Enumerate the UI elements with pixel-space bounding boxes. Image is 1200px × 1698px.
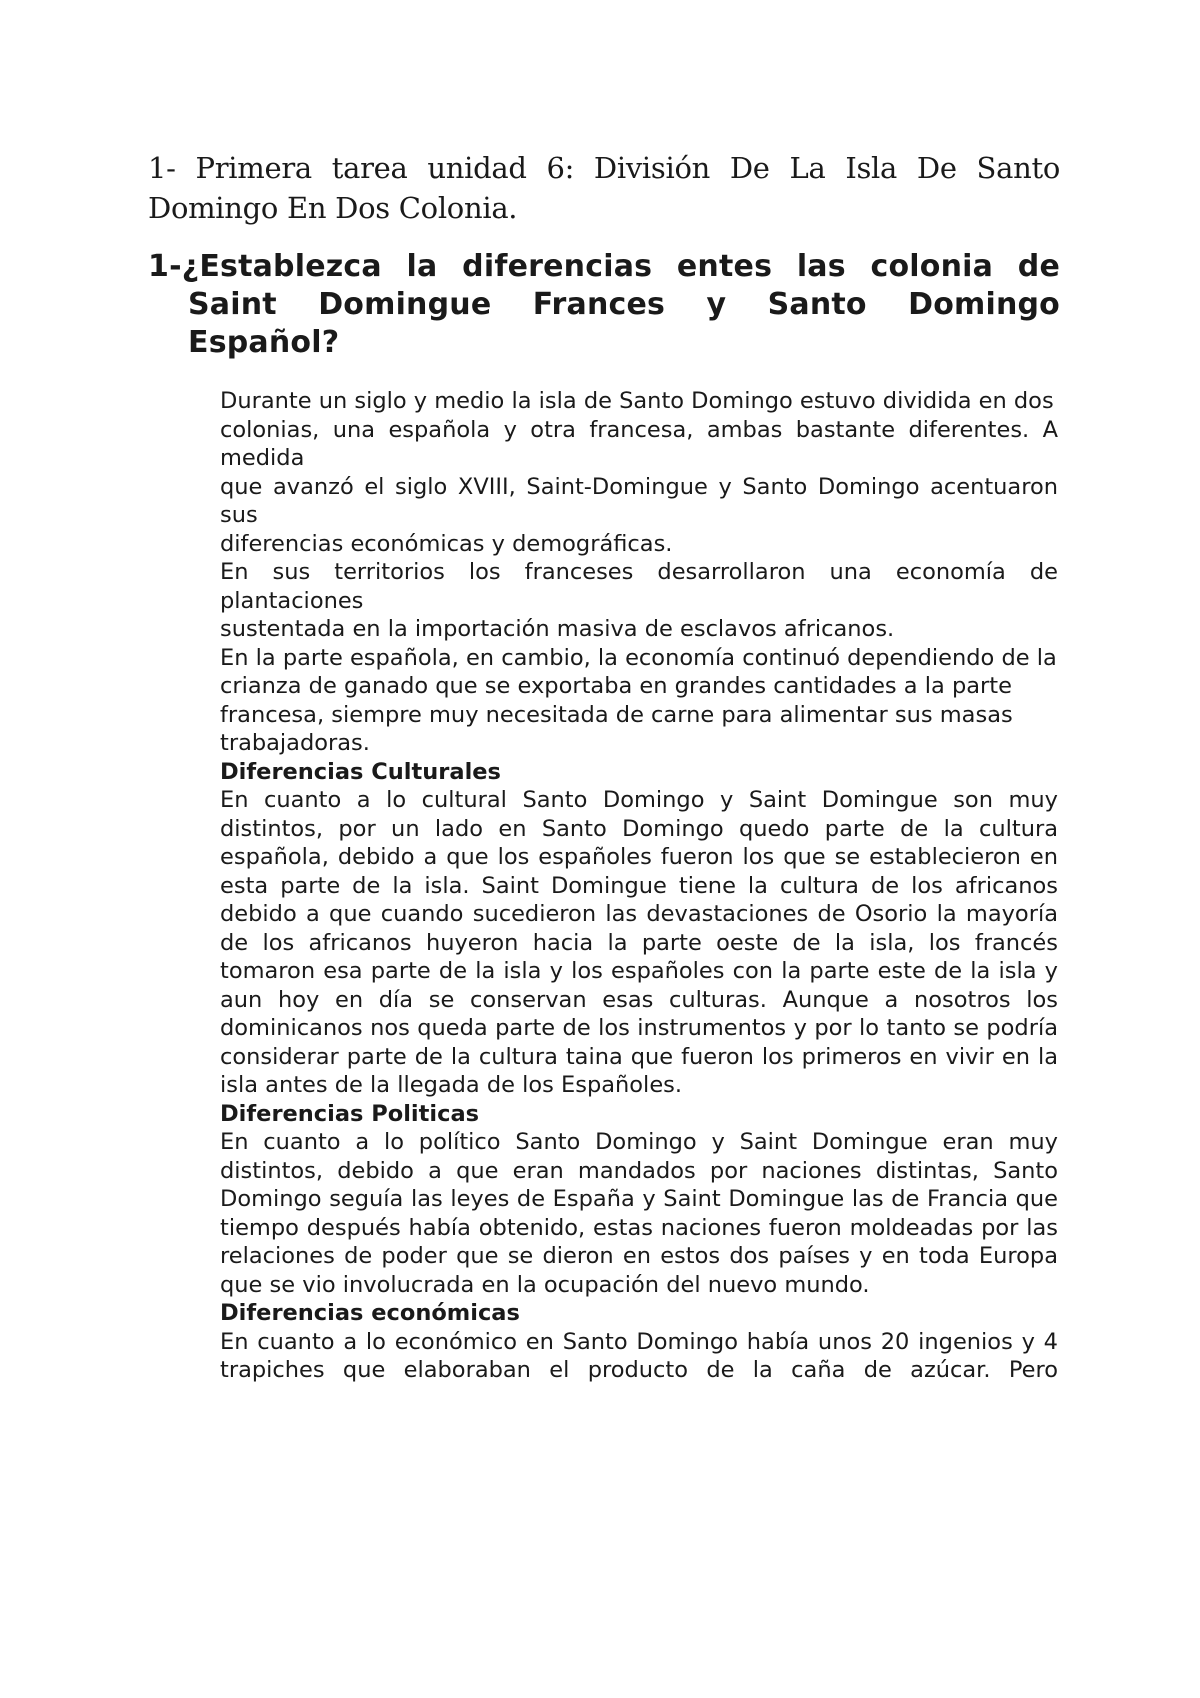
document-title: 1- Primera tarea unidad 6: División De La Isla De Santo Domingo En Dos Colonia. (148, 151, 1060, 225)
section-text-political: En cuanto a lo político Santo Domingo y Saint Domingue eran muy distintos, debido a que eran mandados por naciones distintas, Santo Domingo seguía las leyes de España y Saint Domingue las de Francia que tiempo después había obtenido, estas naciones fueron moldeadas por las relaciones de poder que se dieron en estos dos países y en toda Europa que se vio involucrada en la ocupación del nuevo mundo. (220, 1129, 1058, 1298)
intro-line: trabajadoras. (220, 730, 370, 756)
intro-line: Durante un siglo y medio la isla de Santo Domingo estuvo dividida en dos (220, 388, 1054, 414)
section-text-economic: En cuanto a lo económico en Santo Domingo había unos 20 ingenios y 4 trapiches que elaboraban el producto de la caña de azúcar. Pero (220, 1328, 1058, 1383)
document-page (148, 148, 1060, 1385)
intro-line: En sus territorios los franceses desarrollaron una economía de plantaciones (220, 559, 1058, 614)
question-heading: 1-¿Establezca la diferencias entes las colonia de Saint Domingue Frances y Santo Domingo Español? (148, 249, 1060, 360)
intro-line: que avanzó el siglo XVIII, Saint-Domingue y Santo Domingo acentuaron sus (220, 473, 1058, 528)
intro-line: crianza de ganado que se exportaba en grandes cantidades a la parte (220, 673, 1012, 699)
intro-line: sustentada en la importación masiva de esclavos africanos. (220, 616, 895, 642)
section-text-cultural: En cuanto a lo cultural Santo Domingo y Saint Domingue son muy distintos, por un lado en Santo Domingo quedo parte de la cultura española, debido a que los españoles fueron los que se establecieron en esta parte de la isla. Saint Domingue tiene la cultura de los africanos debido a que cuando sucedieron las devastaciones de Osorio la mayoría de los africanos huyeron hacia la parte oeste de la isla, los francés tomaron esa parte de la isla y los españoles con la parte este de la isla y aun hoy en día se conservan esas culturas. Aunque a nosotros los dominicanos nos queda parte de los instrumentos y por lo tanto se podría considerar parte de la cultura taina que fueron los primeros en vivir en la isla antes de la llegada de los Españoles. (220, 787, 1058, 1098)
section-heading-cultural: Diferencias Culturales (220, 758, 501, 785)
intro-line: francesa, siempre muy necesitada de carne para alimentar sus masas (220, 701, 1013, 728)
intro-line: diferencias económicas y demográficas. (220, 530, 673, 557)
section-heading-economic: Diferencias económicas (220, 1300, 520, 1326)
intro-line: En la parte española, en cambio, la economía continuó dependiendo de la (220, 644, 1057, 671)
section-heading-political: Diferencias Politicas (220, 1100, 480, 1127)
answer-body (220, 387, 1058, 1385)
intro-line: colonias, una española y otra francesa, ambas bastante diferentes. A medida (220, 416, 1058, 471)
